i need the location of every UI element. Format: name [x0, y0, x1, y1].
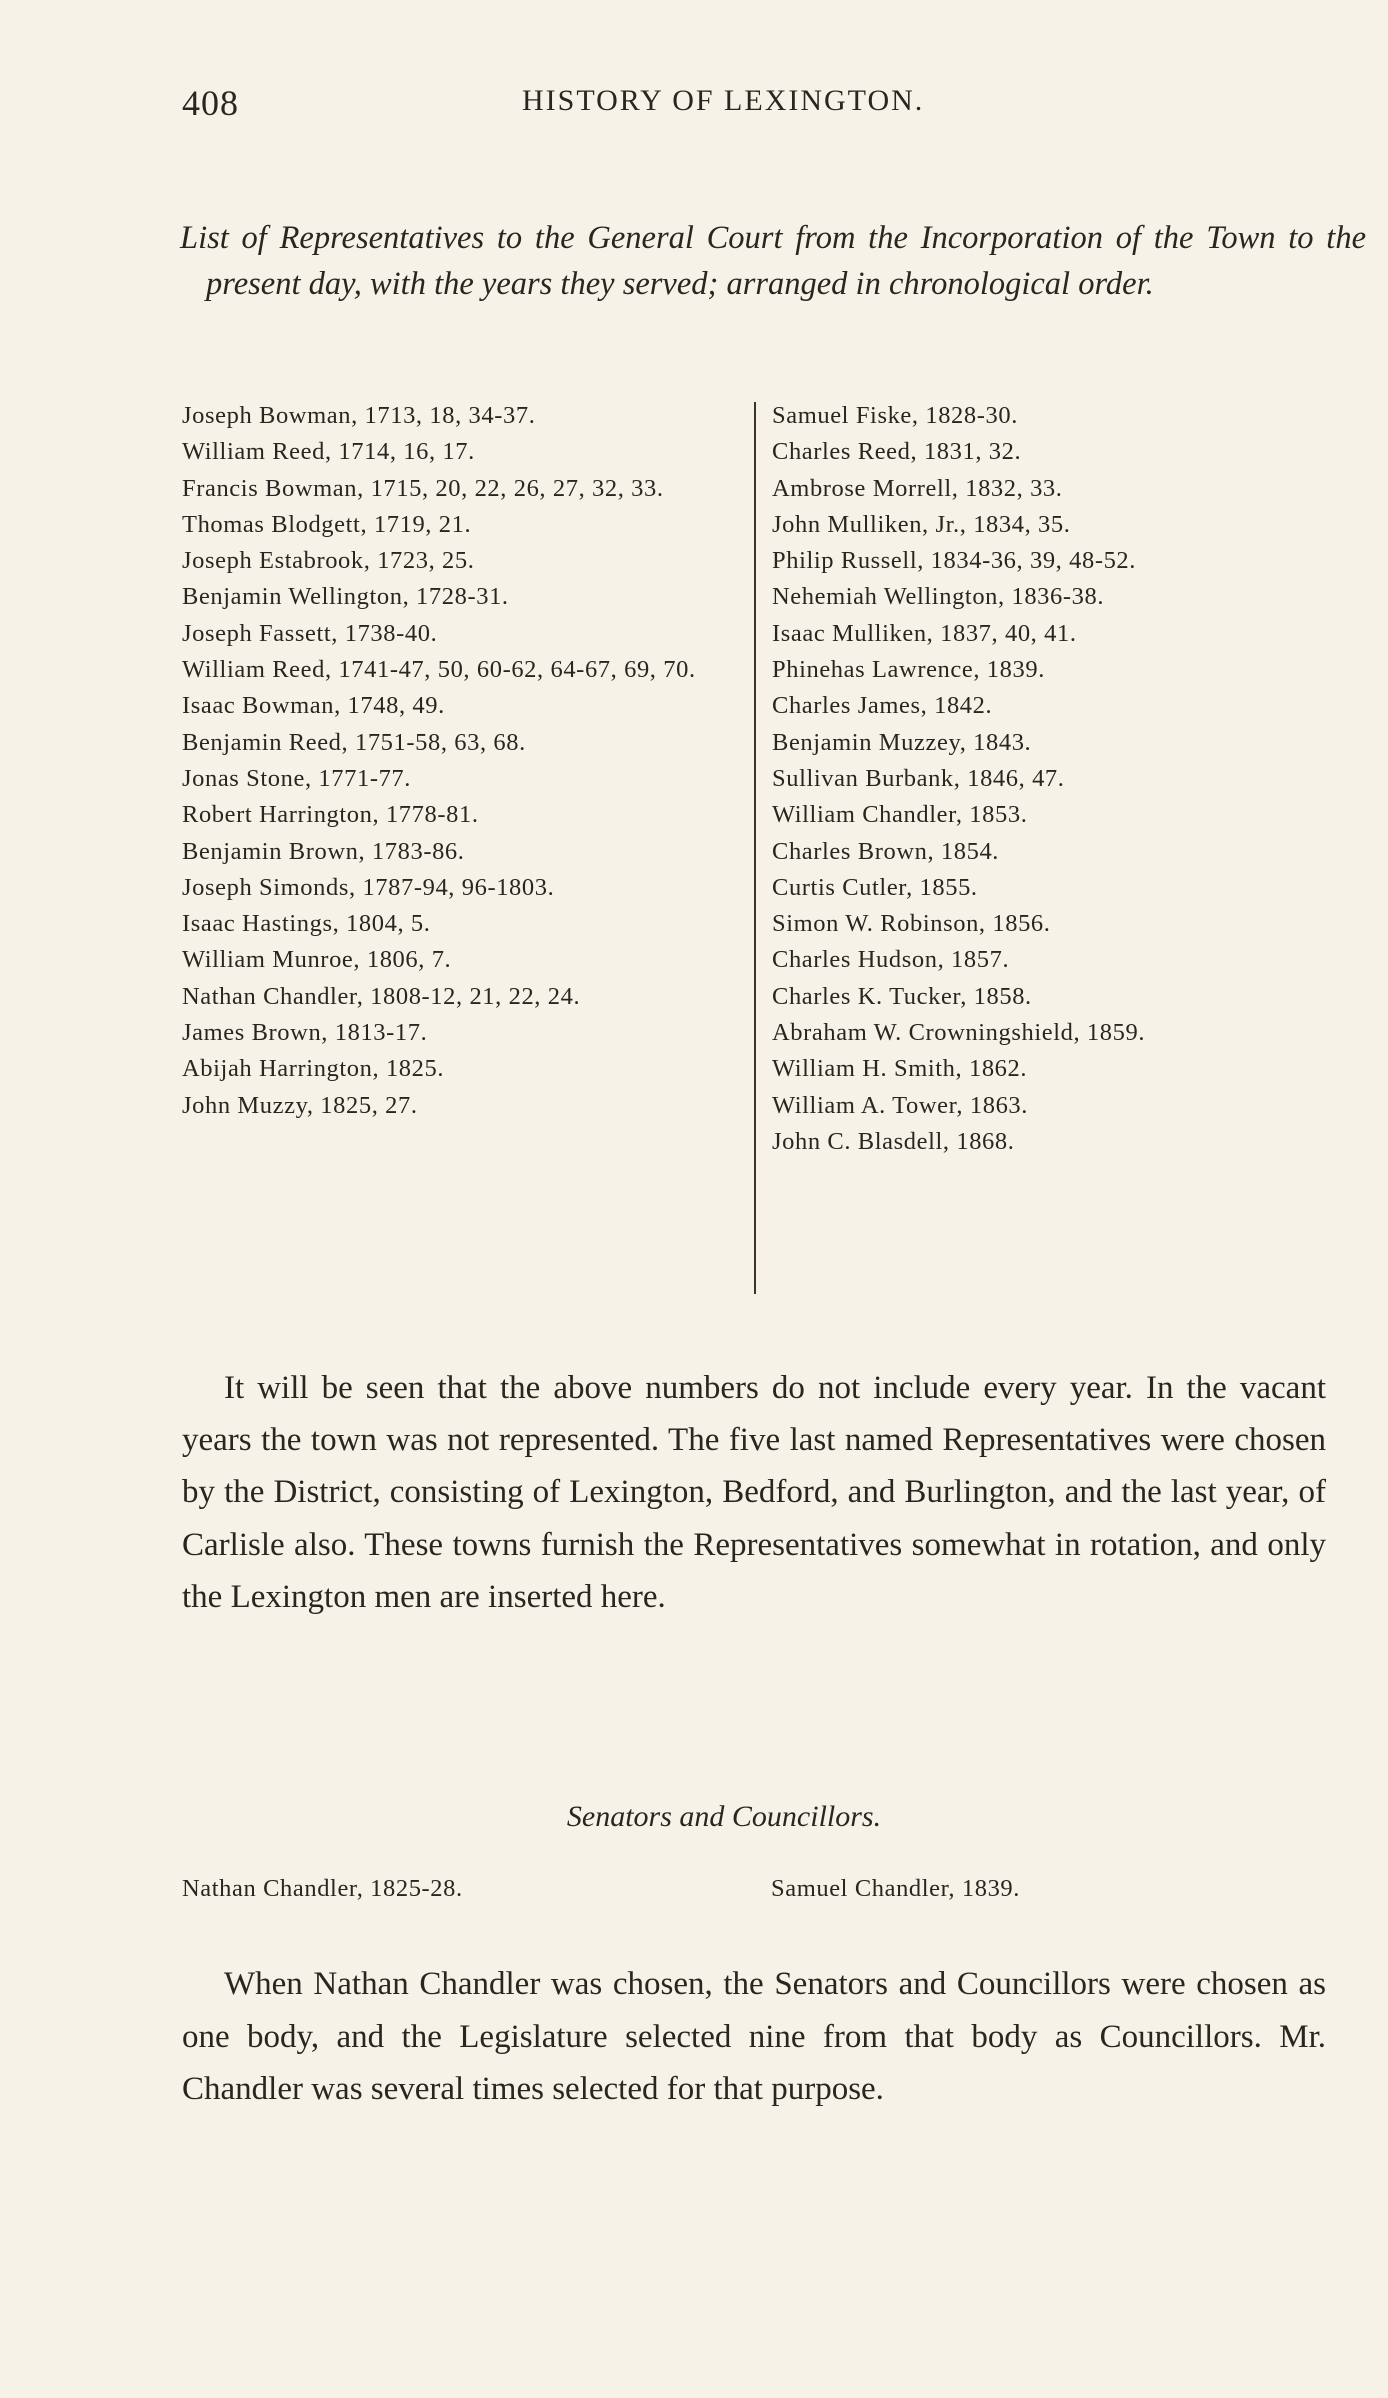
representative-entry: Abijah Harrington, 1825. [182, 1055, 445, 1083]
representative-entry: Charles Reed, 1831, 32. [772, 438, 1022, 466]
representative-entry: Abraham W. Crowningshield, 1859. [772, 1019, 1146, 1047]
representative-entry: John Muzzy, 1825, 27. [182, 1091, 418, 1119]
representative-entry: William Reed, 1741-47, 50, 60-62, 64-67, 69, 70. [182, 656, 696, 684]
representative-entry: Thomas Blodgett, 1719, 21. [182, 510, 472, 538]
senator-entry: Nathan Chandler, 1825-28. [182, 1875, 463, 1902]
representative-entry: Isaac Bowman, 1748, 49. [182, 692, 445, 720]
representatives-list [182, 398, 1352, 1298]
list-heading: List of Representatives to the General Court from the Incorporation of the Town to the present day, with the years they served; arranged in chronological order. [180, 220, 1366, 302]
representative-entry: Isaac Mulliken, 1837, 40, 41. [772, 619, 1077, 647]
representative-entry: Charles K. Tucker, 1858. [772, 982, 1032, 1010]
representative-entry: Curtis Cutler, 1855. [772, 873, 978, 901]
representative-entry: James Brown, 1813-17. [182, 1019, 428, 1047]
representative-entry: Nathan Chandler, 1808-12, 21, 22, 24. [182, 982, 581, 1010]
representative-entry: William Munroe, 1806, 7. [182, 946, 452, 974]
senator-entry: Samuel Chandler, 1839. [771, 1875, 1021, 1902]
senators-heading: Senators and Councillors. [566, 1800, 882, 1833]
representative-entry: Robert Harrington, 1778-81. [182, 801, 479, 829]
representative-entry: Phinehas Lawrence, 1839. [772, 656, 1045, 684]
representative-entry: William H. Smith, 1862. [772, 1055, 1028, 1083]
representative-entry: William A. Tower, 1863. [772, 1091, 1029, 1119]
representative-entry: Benjamin Reed, 1751-58, 63, 68. [182, 728, 526, 756]
representative-entry: Charles James, 1842. [772, 692, 993, 720]
representative-entry: Nehemiah Wellington, 1836-38. [772, 583, 1105, 611]
running-title: HISTORY OF LEXINGTON. [522, 84, 925, 117]
representative-entry: William Reed, 1714, 16, 17. [182, 438, 475, 466]
representative-entry: Simon W. Robinson, 1856. [772, 910, 1051, 938]
representative-entry: William Chandler, 1853. [772, 801, 1028, 829]
representative-entry: Joseph Bowman, 1713, 18, 34-37. [182, 402, 536, 429]
representative-entry: Benjamin Wellington, 1728-31. [182, 583, 509, 611]
representative-entry: Isaac Hastings, 1804, 5. [182, 910, 431, 938]
note-paragraph [182, 1362, 1326, 1623]
representative-entry: John Mulliken, Jr., 1834, 35. [772, 510, 1071, 538]
representative-entry: Francis Bowman, 1715, 20, 22, 26, 27, 32, 33. [182, 474, 664, 502]
representative-entry: Jonas Stone, 1771-77. [182, 764, 412, 792]
representative-entry: Joseph Simonds, 1787-94, 96-1803. [182, 873, 555, 901]
representative-entry: Joseph Estabrook, 1723, 25. [182, 547, 475, 575]
representatives-right-column [772, 398, 1332, 1160]
representative-entry: Charles Brown, 1854. [772, 837, 1000, 865]
representative-entry: Charles Hudson, 1857. [772, 946, 1010, 974]
representative-entry: Philip Russell, 1834-36, 39, 48-52. [772, 547, 1137, 575]
note-paragraph-text: It will be seen that the above numbers do not include every year. In the vacant years the town was not represented. The five last named Representatives were chosen by the District, consisting of Lexington, Bedford, and Burlington, and the last year, of Carlisle also. These towns furnish the Representatives somewhat in rotation, and only the Lexington men are inserted here. [182, 1370, 1326, 1615]
column-divider [754, 402, 756, 1294]
representative-entry: Ambrose Morrell, 1832, 33. [772, 474, 1063, 502]
representative-entry: Joseph Fassett, 1738-40. [182, 619, 438, 647]
running-head [182, 82, 1328, 122]
page-number: 408 [182, 83, 239, 123]
closing-paragraph: When Nathan Chandler was chosen, the Senators and Councillors were chosen as one body, and the Legislature selected nine from that body as Councillors. Mr. Chandler was several times selected for that purpose. [182, 1966, 1326, 2107]
representative-entry: Benjamin Brown, 1783-86. [182, 837, 465, 865]
representative-entry: Samuel Fiske, 1828-30. [772, 402, 1018, 429]
representative-entry: Sullivan Burbank, 1846, 47. [772, 764, 1065, 792]
representatives-left-column [182, 398, 742, 1124]
representative-entry: John C. Blasdell, 1868. [772, 1127, 1015, 1155]
representative-entry: Benjamin Muzzey, 1843. [772, 728, 1032, 756]
